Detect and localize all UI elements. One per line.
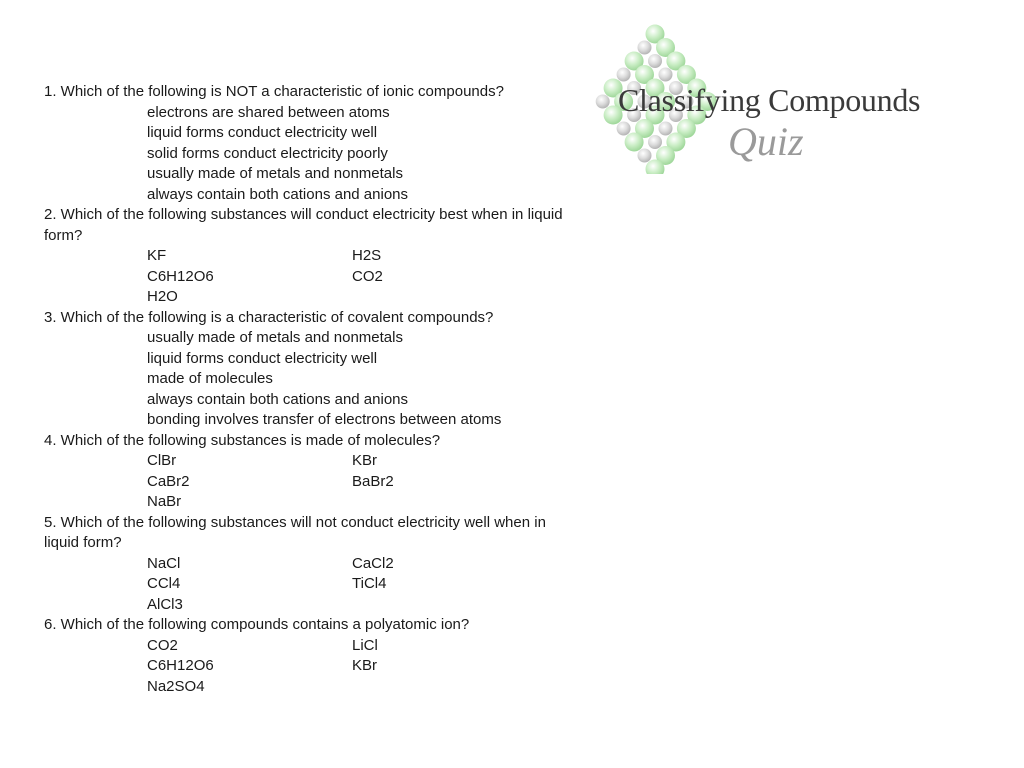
answer-option: NaBr	[147, 493, 182, 510]
answer-option: usually made of metals and nonmetals	[147, 165, 403, 182]
logo-title: Classifying Compounds	[618, 82, 921, 118]
question-2	[44, 205, 574, 308]
answer-row	[44, 451, 574, 472]
question-text: 5. Which of the following substances will not conduct electricity well when in liquid form?	[44, 513, 546, 551]
answer-option: H2O	[147, 288, 178, 305]
lattice-sphere	[625, 133, 644, 152]
question-5	[44, 513, 574, 616]
answer-row	[44, 246, 574, 267]
question-text: 1. Which of the following is NOT a characteristic of ionic compounds?	[44, 83, 504, 100]
logo-subtitle: Quiz	[728, 119, 804, 164]
question-text: 4. Which of the following substances is made of molecules?	[44, 431, 441, 449]
answer-option: KF	[147, 247, 167, 264]
lattice-sphere	[596, 95, 610, 109]
answer-row	[44, 636, 574, 657]
answer-option: CCl4	[147, 575, 181, 592]
answer-option: BaBr2	[352, 472, 394, 490]
answer-option: electrons are shared between atoms	[147, 103, 390, 121]
answer-option: made of molecules	[147, 370, 273, 387]
answer-option: CO2	[352, 267, 383, 285]
answer-option: KBr	[352, 452, 378, 469]
answer-option: solid forms conduct electricity poorly	[147, 144, 388, 162]
answer-option: H2S	[352, 247, 382, 264]
answer-option: Na2SO4	[147, 677, 205, 695]
answer-option: TiCl4	[352, 575, 387, 592]
answer-option: LiCl	[352, 636, 378, 654]
answer-option: usually made of metals and nonmetals	[147, 329, 403, 346]
answer-option: CO2	[147, 636, 178, 654]
lattice-sphere	[638, 149, 652, 163]
question-6	[44, 615, 574, 697]
answer-option: always contain both cations and anions	[147, 390, 409, 408]
answer-row	[44, 554, 574, 575]
answer-option: KBr	[352, 657, 378, 674]
answer-option: liquid forms conduct electricity well	[147, 349, 378, 367]
question-text: 2. Which of the following substances will conduct electricity best when in liquid form?	[44, 206, 563, 244]
lattice-sphere	[648, 54, 662, 68]
answer-row	[44, 267, 574, 288]
question-text: 3. Which of the following is a characteristic of covalent compounds?	[44, 308, 494, 326]
answer-row	[44, 472, 574, 493]
lattice-sphere	[648, 135, 662, 149]
answer-option: bonding involves transfer of electrons between atoms	[147, 411, 502, 428]
answer-option: liquid forms conduct electricity well	[147, 124, 378, 141]
answer-option: NaCl	[147, 554, 181, 572]
question-text: 6. Which of the following compounds contains a polyatomic ion?	[44, 616, 470, 633]
answer-option: C6H12O6	[147, 267, 214, 285]
question-4	[44, 431, 574, 513]
lattice-sphere	[659, 68, 673, 82]
question-3	[44, 308, 574, 431]
answer-option: AlCl3	[147, 595, 183, 613]
question-1	[44, 82, 574, 205]
answer-option: always contain both cations and anions	[147, 185, 409, 203]
lattice-sphere	[617, 68, 631, 82]
quiz-questions	[44, 82, 574, 697]
answer-option: CaBr2	[147, 472, 190, 490]
lattice-sphere	[638, 41, 652, 55]
quiz-logo	[580, 24, 940, 174]
answer-option: ClBr	[147, 452, 177, 469]
answer-option: C6H12O6	[147, 657, 214, 674]
answer-row	[44, 574, 574, 595]
lattice-sphere	[617, 122, 631, 136]
lattice-sphere	[659, 122, 673, 136]
answer-row	[44, 656, 574, 677]
answer-option: CaCl2	[352, 554, 394, 572]
